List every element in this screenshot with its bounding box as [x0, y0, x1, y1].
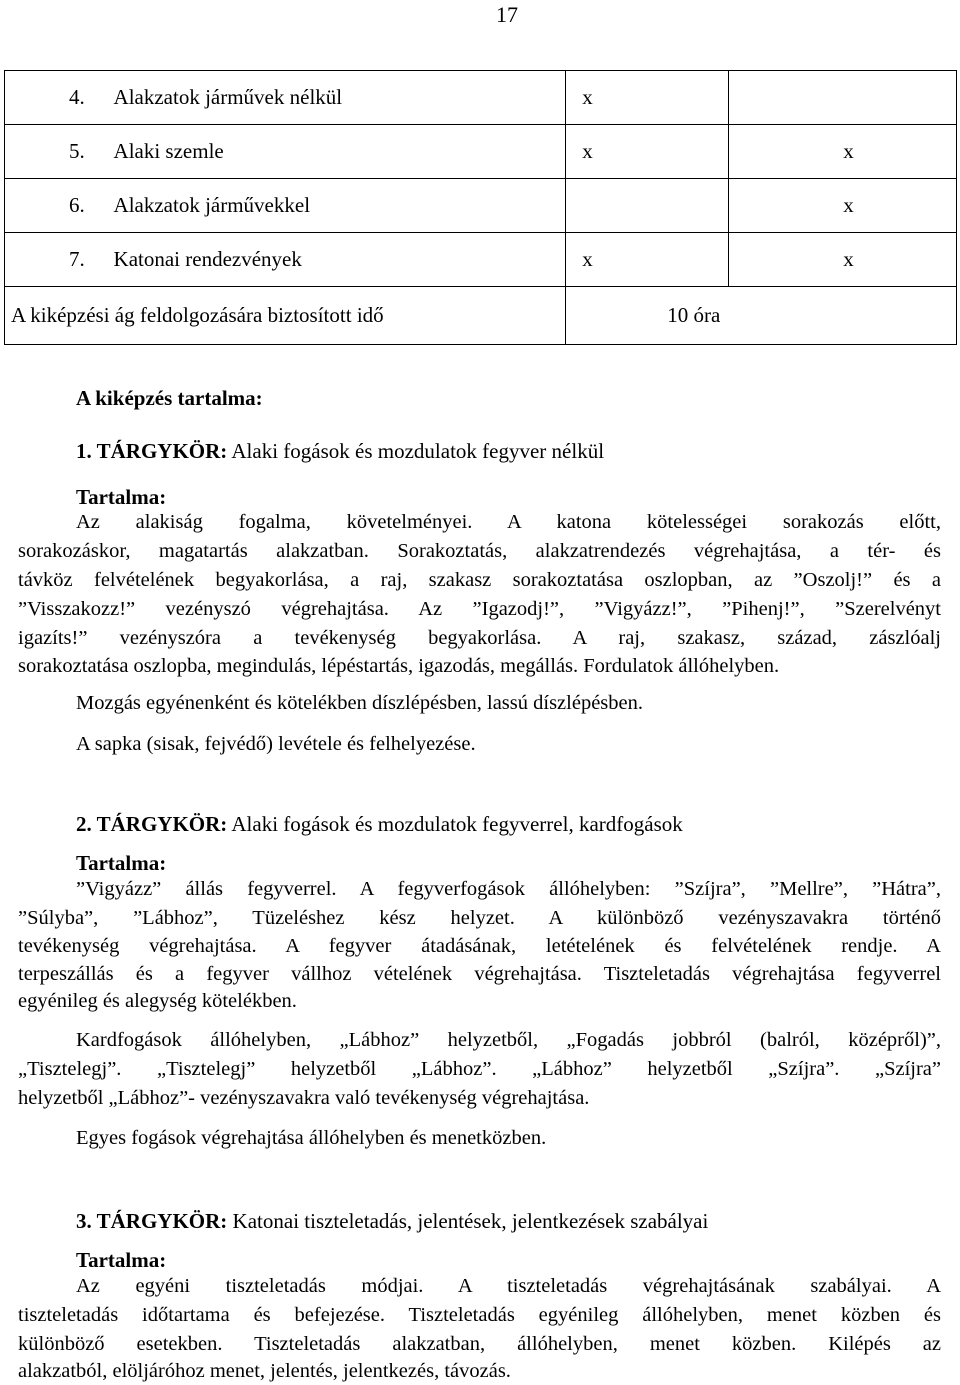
topic2-paragraph: Egyes fogások végrehajtása állóhelyben és menetközben. — [76, 1127, 547, 1149]
topic1-line: Az alakiság fogalma, követelményei. A katona kötelességei sorakozás előtt, — [76, 511, 941, 533]
topic2-line: egyénileg és alegység kötelékben. — [18, 990, 297, 1012]
topic1-title: Alaki fogások és mozdulatok fegyver nélkül — [231, 439, 605, 463]
row-mark-col1: x — [566, 125, 729, 179]
row-mark-col2 — [729, 71, 957, 125]
topic3-heading — [76, 1209, 708, 1234]
topic3-line: Az egyéni tiszteletadás módjai. A tiszteletadás végrehajtásának szabályai. A — [76, 1275, 941, 1297]
row-mark-col2: x — [729, 179, 957, 233]
topic2-tartalma: Tartalma: — [76, 851, 167, 875]
topic2-line: „Tisztelegj”. „Tisztelegj” helyzetből „Lábhoz”. „Lábhoz” helyzetből „Szíjra”. „Szíjra” — [18, 1058, 941, 1080]
page-number: 17 — [496, 2, 518, 27]
topic2-line: helyzetből „Lábhoz”- vezényszavakra való tevékenység végrehajtása. — [18, 1087, 590, 1109]
topic2-line: tevékenység végrehajtása. A fegyver átadásának, letételének és felvételének rendje. A — [18, 935, 941, 957]
row-name: Katonai rendezvények — [104, 233, 566, 287]
table-row — [5, 125, 957, 179]
row-mark-col2: x — [729, 233, 957, 287]
row-name: Alaki szemle — [104, 125, 566, 179]
topic1-line: sorakozáskor, magatartás alakzatban. Sorakoztatás, alakzatrendezés végrehajtása, a tér- és — [18, 540, 941, 562]
total-label: A kiképzési ág feldolgozására biztosított idő — [5, 287, 566, 345]
topic1-tartalma: Tartalma: — [76, 485, 167, 509]
topic3-label: 3. TÁRGYKÖR: — [76, 1209, 228, 1233]
topic2-label: 2. TÁRGYKÖR: — [76, 812, 228, 836]
topic1-line: ”Visszakozz!” vezényszó végrehajtása. Az ”Igazodj!”, ”Vigyázz!”, ”Pihenj!”, ”Szerelvényt — [18, 598, 941, 620]
topic1-paragraph: Mozgás egyénenként és kötelékben díszlépésben, lassú díszlépésben. — [76, 692, 643, 714]
total-value: 10 óra — [566, 287, 957, 345]
topic2-title: Alaki fogások és mozdulatok fegyverrel, kardfogások — [231, 812, 683, 836]
topic1-line: sorakoztatása oszlopba, megindulás, lépéstartás, igazodás, megállás. Fordulatok állóhelyben. — [18, 655, 780, 677]
topic2-line: ”Súlyba”, ”Lábhoz”, Tüzeléshez kész helyzet. A különböző vezényszavakra történő — [18, 907, 941, 929]
row-number: 7. — [5, 233, 104, 287]
row-number: 6. — [5, 179, 104, 233]
row-mark-col1: x — [566, 71, 729, 125]
topic3-line: különböző esetekben. Tiszteletadás alakzatban, állóhelyben, menet közben. Kilépés az — [18, 1333, 941, 1355]
topic1-heading — [76, 439, 604, 464]
training-table — [4, 70, 957, 345]
row-mark-col1 — [566, 179, 729, 233]
topic2-line: ”Vigyázz” állás fegyverrel. A fegyverfogások állóhelyben: ”Szíjra”, ”Mellre”, ”Hátra”, — [76, 878, 941, 900]
table-row — [5, 233, 957, 287]
topic1-label: 1. TÁRGYKÖR: — [76, 439, 228, 463]
total-row — [5, 287, 957, 345]
topic3-title: Katonai tiszteletadás, jelentések, jelentkezések szabályai — [232, 1209, 709, 1233]
row-number: 5. — [5, 125, 104, 179]
content-title: A kiképzés tartalma: — [76, 386, 263, 410]
row-name: Alakzatok járművekkel — [104, 179, 566, 233]
topic3-tartalma: Tartalma: — [76, 1248, 167, 1272]
row-mark-col2: x — [729, 125, 957, 179]
topic1-line: igazíts!” vezényszóra a tevékenység begyakorlása. A raj, szakasz, század, zászlóalj — [18, 627, 941, 649]
row-mark-col1: x — [566, 233, 729, 287]
topic2-line: terpeszállás és a fegyver vállhoz vételének végrehajtása. Tiszteletadás végrehajtása fegyverrel — [18, 963, 941, 985]
row-number: 4. — [5, 71, 104, 125]
topic1-line: távköz felvételének begyakorlása, a raj, szakasz sorakoztatása oszlopban, az ”Oszolj!” és a — [18, 569, 941, 591]
row-name: Alakzatok járművek nélkül — [104, 71, 566, 125]
topic3-line: tiszteletadás időtartama és befejezése. Tiszteletadás egyénileg állóhelyben, menet közben és — [18, 1304, 941, 1326]
topic3-line: alakzatból, elöljáróhoz menet, jelentés, jelentkezés, távozás. — [18, 1360, 511, 1382]
table-row — [5, 71, 957, 125]
table-row — [5, 179, 957, 233]
topic1-paragraph: A sapka (sisak, fejvédő) levétele és felhelyezése. — [76, 733, 476, 755]
topic2-line: Kardfogások állóhelyben, „Lábhoz” helyzetből, „Fogadás jobbról (balról, középről)”, — [76, 1029, 941, 1051]
topic2-heading — [76, 812, 683, 837]
